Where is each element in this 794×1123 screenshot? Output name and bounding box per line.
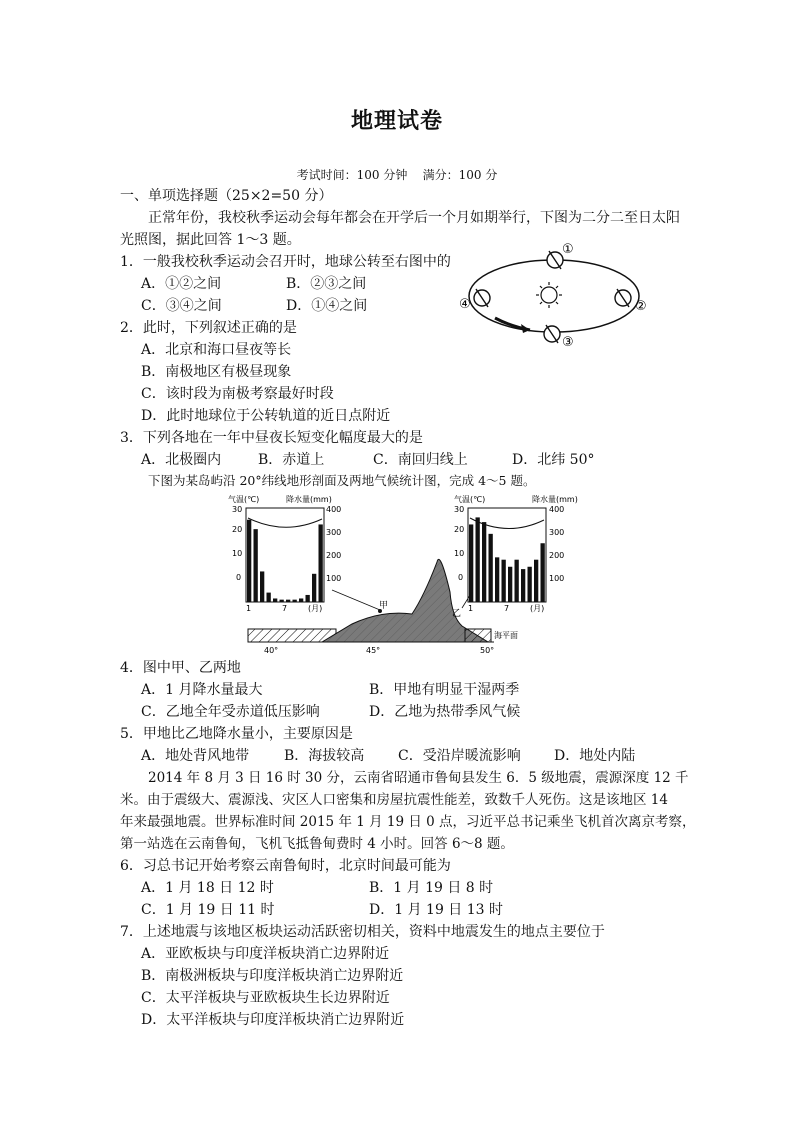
option: D．此时地球位于公转轨道的近日点附近 — [141, 408, 391, 424]
option: D．北纬 50° — [512, 452, 595, 468]
lon-label: 40° — [264, 646, 279, 655]
question-stem: 7．上述地震与该地区板块运动活跃密切相关，资料中地震发生的地点主要位于 — [120, 924, 605, 940]
option: B．海拔较高 — [284, 748, 365, 764]
option: A．地处背风地带 — [141, 748, 250, 764]
option: B．1 月 19 日 8 时 — [369, 880, 494, 896]
precip-bar — [254, 529, 258, 602]
orbit-label-3: ③ — [562, 335, 574, 350]
tick: 20 — [232, 525, 243, 534]
precip-bar — [541, 543, 545, 602]
tick: 100 — [549, 574, 565, 583]
tick: 200 — [549, 551, 565, 560]
option: C．乙地全年受赤道低压影响 — [141, 704, 320, 720]
option: C．该时段为南极考察最好时段 — [141, 386, 334, 402]
tick: 0 — [458, 573, 464, 582]
precip-bar — [489, 534, 493, 602]
tick: 400 — [326, 505, 342, 514]
precip-axis-label: 降水量(mm) — [286, 495, 332, 504]
precip-axis-label: 降水量(mm) — [532, 495, 578, 504]
question-stem: 3．下列各地在一年中昼夜长短变化幅度最大的是 — [120, 430, 423, 446]
temp-curve — [470, 518, 544, 529]
option: A．亚欧板块与印度洋板块消亡边界附近 — [141, 946, 390, 962]
intro-line: 第一站选在云南鲁甸，飞机飞抵鲁甸费时 4 小时。回答 6～8 题。 — [120, 836, 514, 852]
sun-icon — [536, 282, 562, 308]
tick: 0 — [236, 573, 242, 582]
temp-axis-label: 气温(℃) — [454, 495, 486, 504]
precip-bar — [286, 600, 290, 602]
question-stem: 4．图中甲、乙两地 — [120, 660, 241, 676]
option: D．太平洋板块与印度洋板块消亡边界附近 — [141, 1012, 405, 1028]
precip-bar — [293, 600, 297, 602]
precip-bar — [260, 571, 264, 602]
option: A．1 月降水量最大 — [141, 682, 263, 698]
tick: 1 — [246, 604, 252, 613]
tick: 10 — [454, 549, 465, 558]
exam-meta: 考试时间：100 分钟 满分：100 分 — [296, 168, 498, 182]
orbit-label-1: ① — [562, 242, 574, 257]
option: C．太平洋板块与亚欧板块生长边界附近 — [141, 990, 390, 1006]
climate-chart-left — [228, 494, 341, 613]
intro-line: 光照图，据此回答 1～3 题。 — [120, 232, 301, 248]
option: C．南回归线上 — [373, 452, 468, 468]
tick: 30 — [232, 505, 243, 514]
tick: 7 — [504, 604, 510, 613]
intro-line: 正常年份，我校秋季运动会每年都会在开学后一个月如期举行，下图为二分二至日太阳 — [148, 210, 680, 226]
tick: 100 — [326, 574, 342, 583]
site-a-label: 甲 — [379, 601, 389, 611]
option: A．北京和海口昼夜等长 — [141, 342, 292, 358]
temp-curve — [248, 518, 322, 527]
precip-bar — [469, 524, 473, 602]
precip-bar — [319, 524, 323, 602]
climate-chart-right — [454, 494, 578, 613]
option: C．受沿岸暖流影响 — [398, 748, 521, 764]
precip-bar — [476, 517, 480, 602]
earth-right — [615, 289, 631, 307]
sea-level-label: 海平面 — [494, 631, 518, 640]
precip-bar — [482, 522, 486, 602]
tick: 20 — [454, 525, 465, 534]
precip-bar — [508, 567, 512, 602]
precip-bar — [247, 520, 251, 602]
tick: 300 — [549, 528, 565, 537]
tick: (月) — [308, 604, 323, 613]
orbit-diagram — [455, 238, 665, 350]
sea-left — [248, 629, 336, 642]
page-title: 地理试卷 — [350, 109, 443, 134]
orbit-label-2: ② — [635, 299, 647, 314]
temp-axis-label: 气温(℃) — [228, 495, 260, 504]
precip-bar — [502, 560, 506, 602]
tick: 10 — [232, 549, 243, 558]
earth-top — [547, 251, 563, 269]
intro-line: 下图为某岛屿沿 20°纬线地形剖面及两地气候统计图，完成 4～5 题。 — [148, 473, 536, 488]
option: B．甲地有明显干湿两季 — [369, 682, 520, 698]
orbit-label-4: ④ — [459, 297, 471, 312]
profile-figure — [222, 492, 582, 660]
precip-bar — [267, 593, 271, 602]
question-stem: 2．此时，下列叙述正确的是 — [120, 320, 297, 336]
tick: 300 — [326, 528, 342, 537]
lon-label: 45° — [366, 646, 381, 655]
option: A．北极圈内 — [141, 452, 222, 468]
precip-bar — [534, 560, 538, 602]
precip-bar — [280, 600, 284, 602]
question-stem: 6．习总书记开始考察云南鲁甸时，北京时间最可能为 — [120, 858, 451, 874]
lon-label: 50° — [480, 646, 495, 655]
option: C．③④之间 — [141, 298, 222, 314]
tick: (月) — [530, 604, 545, 613]
question-stem: 5．甲地比乙地降水量小，主要原因是 — [120, 726, 353, 742]
intro-line: 年来最强地震。世界标准时间 2015 年 1 月 19 日 0 点，习近平总书记乘坐飞机首次离京考察， — [120, 814, 696, 830]
option: D．①④之间 — [286, 298, 368, 314]
precip-bar — [312, 574, 316, 602]
precip-bar — [528, 567, 532, 602]
option: A．1 月 18 日 12 时 — [141, 880, 274, 896]
option: D．地处内陆 — [554, 748, 636, 764]
intro-line: 2014 年 8 月 3 日 16 时 30 分，云南省昭通市鲁甸县发生 6．5 级地震，震源深度 12 千 — [148, 770, 689, 786]
question-stem: 1．一般我校秋季运动会召开时，地球公转至右图中的 — [120, 254, 451, 270]
option: B．赤道上 — [258, 452, 325, 468]
precip-bar — [299, 598, 303, 602]
section-heading: 一、单项选择题（25×2=50 分） — [120, 188, 333, 204]
option: B．南极地区有极昼现象 — [141, 364, 292, 380]
tick: 200 — [326, 551, 342, 560]
option: D．1 月 19 日 13 时 — [369, 902, 504, 918]
intro-line: 米。由于震级大、震源浅、灾区人口密集和房屋抗震性能差，致数千人死伤。这是该地区 14 — [120, 792, 668, 808]
tick: 30 — [454, 505, 465, 514]
option: A．①②之间 — [141, 276, 222, 292]
option: D．乙地为热带季风气候 — [369, 704, 521, 720]
precip-bar — [515, 560, 519, 602]
tick: 400 — [549, 505, 565, 514]
precip-bar — [521, 569, 525, 602]
precip-bar — [306, 595, 310, 602]
precip-bar — [495, 557, 499, 602]
sea-right — [465, 629, 491, 642]
leader-a — [332, 590, 380, 610]
earth-bottom — [544, 325, 560, 343]
tick: 7 — [282, 604, 288, 613]
earth-left — [474, 289, 490, 307]
site-b-label: 乙 — [452, 609, 462, 619]
option: B．②③之间 — [286, 276, 367, 292]
precip-bar — [273, 598, 277, 602]
option: C．1 月 19 日 11 时 — [141, 902, 275, 918]
option: B．南极洲板块与印度洋板块消亡边界附近 — [141, 968, 404, 984]
tick: 1 — [468, 604, 474, 613]
